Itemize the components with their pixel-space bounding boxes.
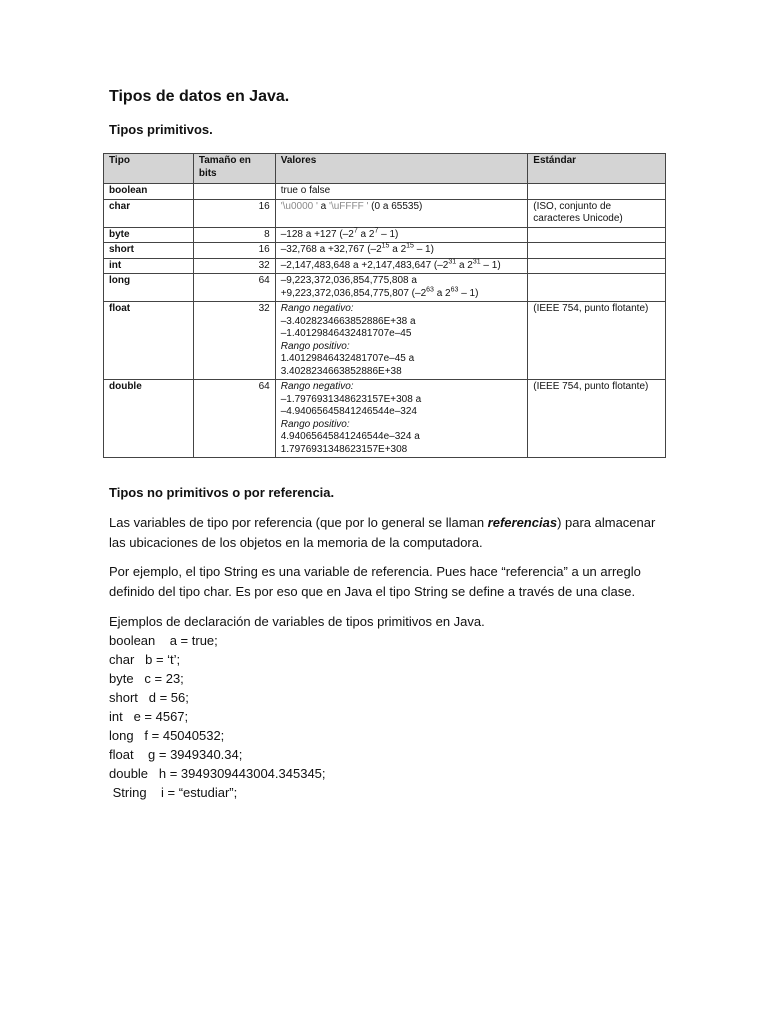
- cell-tipo: int: [104, 258, 194, 274]
- header-tipo: Tipo: [104, 154, 194, 184]
- cell-tipo: double: [104, 380, 194, 458]
- exponent: 7: [374, 227, 379, 235]
- cell-tipo: char: [104, 199, 194, 227]
- cell-tipo: long: [104, 274, 194, 302]
- table-row-short: [104, 243, 666, 259]
- code-line: short d = 56;: [109, 690, 189, 705]
- header-valores: Valores: [275, 154, 528, 184]
- cell-bits: 16: [193, 243, 275, 259]
- cell-estandar: [528, 184, 666, 200]
- cell-valores: [275, 258, 528, 274]
- cell-estandar: (IEEE 754, punto flotante): [528, 380, 666, 458]
- char-mid: a: [317, 200, 330, 212]
- code-line: float g = 3949340.34;: [109, 747, 243, 762]
- range-c: – 1): [458, 287, 479, 299]
- cell-tipo: byte: [104, 227, 194, 243]
- pos-range-to: 3.4028234663852886E+38: [280, 365, 402, 377]
- header-tamano: Tamaño en bits: [193, 154, 275, 184]
- code-line: boolean a = true;: [109, 633, 218, 648]
- pos-range-from: 1.40129846432481707e–45 a: [280, 353, 415, 364]
- code-line: double h = 3949309443004.345345;: [109, 766, 326, 781]
- cell-valores: [275, 199, 528, 227]
- range-a: –128 a +127 (–2: [280, 228, 354, 240]
- cell-valores: [275, 302, 528, 380]
- emphasis-referencias: referencias: [487, 515, 558, 530]
- range-c: – 1): [413, 244, 434, 255]
- section-heading-nonprimitive: Tipos no primitivos o por referencia.: [109, 485, 335, 500]
- range-a: –2,147,483,648 a +2,147,483,647 (–2: [280, 259, 449, 271]
- pos-range-from: 4.94065645841246544e–324 a: [280, 431, 420, 442]
- cell-bits: 32: [193, 302, 275, 380]
- primitive-types-table: [103, 153, 666, 458]
- paragraph-text: Las variables de tipo por referencia (que por lo general se llaman: [109, 515, 488, 530]
- cell-bits: 32: [193, 258, 275, 274]
- pos-range-label: Rango positivo:: [280, 340, 350, 352]
- code-examples: [109, 631, 326, 802]
- code-line: String i = “estudiar”;: [109, 785, 238, 800]
- char-rest: (0 a 65535): [368, 200, 423, 212]
- neg-range-to: –4.94065645841246544e–324: [280, 406, 417, 417]
- section-heading-primitive: Tipos primitivos.: [109, 122, 213, 137]
- cell-estandar: [528, 258, 666, 274]
- cell-bits: 8: [193, 227, 275, 243]
- code-line: char b = ‘t’;: [109, 652, 181, 667]
- pos-range-label: Rango positivo:: [280, 418, 350, 430]
- table-row-byte: [104, 227, 666, 243]
- table-row-int: [104, 258, 666, 274]
- range-b: a 2: [389, 244, 407, 255]
- range-a: –32,768 a +32,767 (–2: [280, 244, 382, 255]
- range-a: +9,223,372,036,854,775,807 (–2: [280, 287, 427, 299]
- exponent: 31: [448, 258, 457, 266]
- cell-estandar: (IEEE 754, punto flotante): [528, 302, 666, 380]
- range-b: a 2: [357, 228, 375, 240]
- cell-estandar: [528, 227, 666, 243]
- cell-valores: [275, 274, 528, 302]
- range-c: – 1): [378, 228, 399, 240]
- char-from: '\u0000 ': [280, 200, 318, 212]
- document-title: Tipos de datos en Java.: [109, 88, 290, 105]
- cell-valores: [275, 380, 528, 458]
- exponent: 15: [381, 242, 390, 250]
- neg-range-from: –1.7976931348623157E+308 a: [280, 393, 422, 405]
- neg-range-label: Rango negativo:: [280, 303, 354, 314]
- pos-range-to: 1.7976931348623157E+308: [280, 443, 408, 455]
- cell-estandar: [528, 243, 666, 259]
- neg-range-to: –1.40129846432481707e–45: [280, 328, 412, 339]
- table-row-float: [104, 302, 666, 380]
- cell-bits: 64: [193, 274, 275, 302]
- table-row-boolean: [104, 184, 666, 200]
- cell-bits: 16: [193, 199, 275, 227]
- neg-range-label: Rango negativo:: [280, 381, 354, 392]
- cell-tipo: boolean: [104, 184, 194, 200]
- paragraph-examples-intro: Ejemplos de declaración de variables de tipos primitivos en Java.: [109, 614, 485, 629]
- cell-bits: [193, 184, 275, 200]
- cell-bits: 64: [193, 380, 275, 458]
- cell-tipo: float: [104, 302, 194, 380]
- exponent: 31: [472, 258, 481, 266]
- cell-valores: [275, 227, 528, 243]
- char-to: '\uFFFF ': [329, 200, 369, 212]
- exponent: 7: [353, 227, 358, 235]
- cell-estandar: [528, 274, 666, 302]
- code-line: int e = 4567;: [109, 709, 189, 724]
- table-row-long: [104, 274, 666, 302]
- exponent: 15: [406, 242, 414, 250]
- exponent: 63: [450, 286, 459, 294]
- range-b: a 2: [456, 259, 473, 271]
- table-header-row: [104, 154, 666, 184]
- table-row-double: [104, 380, 666, 458]
- range-line1: –9,223,372,036,854,775,808 a: [280, 275, 417, 286]
- code-line: long f = 45040532;: [109, 728, 225, 743]
- paragraph-references: [109, 513, 669, 553]
- paragraph-string-example: Por ejemplo, el tipo String es una variable de referencia. Pues hace “referencia” a un arreglo definido del tipo char. Es por eso que en Java el tipo String se define a través de una clase.: [109, 564, 641, 599]
- range-b: a 2: [433, 287, 451, 299]
- cell-valores: true o false: [275, 184, 528, 200]
- exponent: 63: [426, 286, 434, 294]
- range-c: – 1): [480, 259, 501, 271]
- cell-valores: [275, 243, 528, 259]
- code-line: byte c = 23;: [109, 671, 184, 686]
- neg-range-from: –3.4028234663852886E+38 a: [280, 315, 416, 327]
- cell-estandar: (ISO, conjunto de caracteres Unicode): [528, 199, 666, 227]
- paragraph-text: ) para almacenar las ubicaciones de los objetos en la memoria de la computadora.: [109, 515, 656, 550]
- table-row-char: [104, 199, 666, 227]
- cell-tipo: short: [104, 243, 194, 259]
- header-estandar: Estándar: [528, 154, 666, 184]
